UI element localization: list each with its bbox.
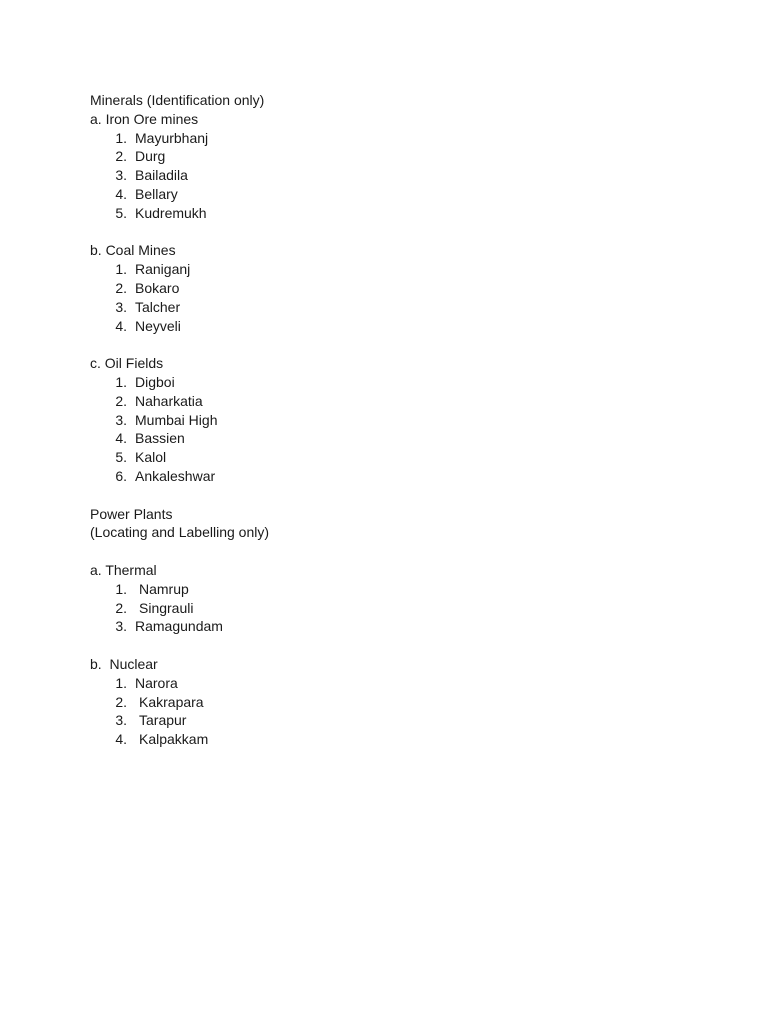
list-item	[90, 599, 690, 618]
nuclear-title: b. Nuclear	[90, 655, 158, 672]
list-text: Narora	[135, 674, 178, 691]
list-text: Digboi	[135, 373, 175, 390]
coal-mines-title: b. Coal Mines	[90, 242, 176, 259]
list-item	[90, 129, 690, 148]
list-item	[90, 693, 690, 712]
list-number: 3.	[115, 298, 127, 315]
list-number: 4.	[115, 430, 127, 447]
list-text: Naharkatia	[135, 392, 203, 409]
spacer	[90, 542, 690, 561]
list-item	[90, 467, 690, 486]
list-item	[90, 411, 690, 430]
list-number: 2.	[115, 599, 127, 616]
list-text: Bailadila	[135, 167, 188, 184]
list-item	[90, 392, 690, 411]
list-text: Raniganj	[135, 261, 191, 278]
list-number: 5.	[115, 449, 127, 466]
list-text: Kudremukh	[135, 204, 207, 221]
list-number: 4.	[115, 317, 127, 334]
list-text: Bassien	[135, 430, 185, 447]
minerals-heading: Minerals (Identification only)	[90, 92, 265, 108]
list-number: 4.	[115, 185, 127, 202]
list-item	[90, 674, 690, 693]
list-item	[90, 260, 690, 279]
list-text: Neyveli	[135, 317, 181, 334]
spacer	[90, 486, 690, 505]
list-number: 1.	[115, 580, 127, 597]
list-item	[90, 580, 690, 599]
list-item	[90, 429, 690, 448]
list-item	[90, 279, 690, 298]
list-number: 2.	[115, 148, 127, 165]
list-number: 3.	[115, 167, 127, 184]
list-number: 4.	[115, 731, 127, 748]
list-number: 1.	[115, 674, 127, 691]
list-item	[90, 298, 690, 317]
list-number: 3.	[115, 712, 127, 729]
iron-ore-title: a. Iron Ore mines	[90, 110, 199, 127]
list-item	[90, 166, 690, 185]
list-number: 2.	[115, 279, 127, 296]
list-text: Ankaleshwar	[135, 467, 216, 484]
list-text: Talcher	[135, 298, 181, 315]
oil-fields-title: c. Oil Fields	[90, 355, 164, 372]
list-text: Kalol	[135, 449, 167, 466]
list-number: 2.	[115, 693, 127, 710]
list-text: Durg	[135, 148, 166, 165]
list-text: Singrauli	[139, 599, 194, 616]
list-text: Kalpakkam	[139, 731, 209, 748]
list-text: Tarapur	[139, 712, 187, 729]
list-text: Kakrapara	[139, 693, 204, 710]
list-number: 3.	[115, 618, 127, 635]
thermal-title: a. Thermal	[90, 561, 157, 578]
spacer	[90, 335, 690, 354]
list-item	[90, 317, 690, 336]
list-item	[90, 448, 690, 467]
list-text: Bokaro	[135, 279, 180, 296]
list-number: 2.	[115, 392, 127, 409]
list-item	[90, 373, 690, 392]
list-item	[90, 204, 690, 223]
document-page	[90, 91, 690, 749]
list-number: 1.	[115, 261, 127, 278]
list-item	[90, 147, 690, 166]
list-text: Namrup	[139, 580, 189, 597]
list-number: 6.	[115, 467, 127, 484]
list-number: 1.	[115, 129, 127, 146]
power-plants-heading: Power Plants	[90, 505, 173, 522]
list-number: 1.	[115, 373, 127, 390]
list-number: 3.	[115, 411, 127, 428]
list-item	[90, 185, 690, 204]
list-text: Ramagundam	[135, 618, 223, 635]
list-text: Mayurbhanj	[135, 129, 209, 146]
list-number: 5.	[115, 204, 127, 221]
spacer	[90, 636, 690, 655]
list-item	[90, 711, 690, 730]
list-text: Bellary	[135, 185, 178, 202]
spacer	[90, 223, 690, 242]
list-text: Mumbai High	[135, 411, 218, 428]
list-item	[90, 617, 690, 636]
power-plants-subheading: (Locating and Labelling only)	[90, 524, 270, 541]
list-item	[90, 730, 690, 749]
